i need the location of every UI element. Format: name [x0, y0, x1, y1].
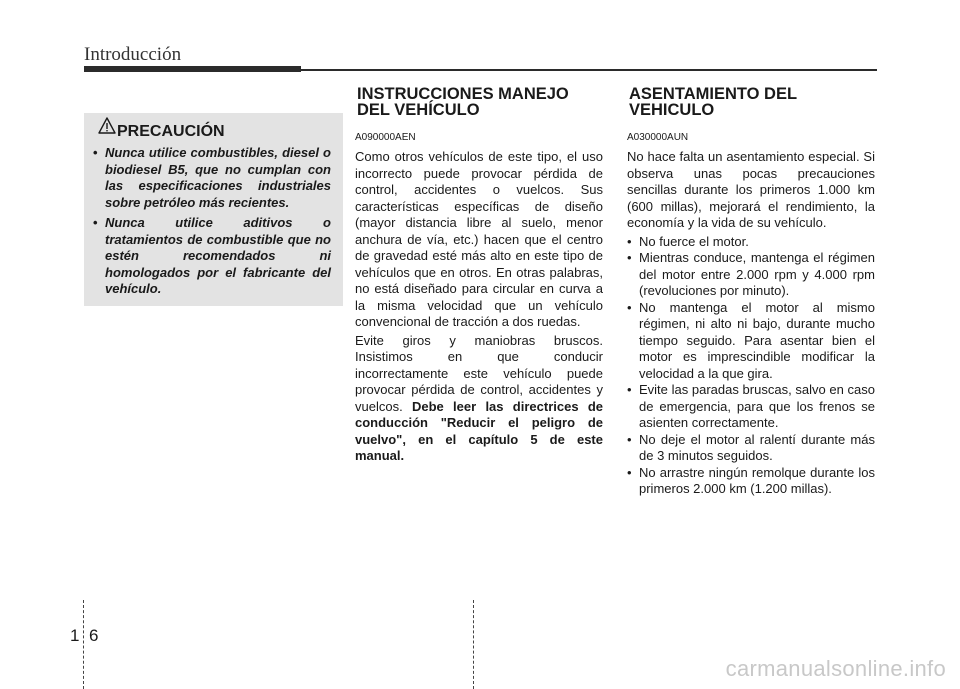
caution-title: PRECAUCIÓN: [117, 123, 225, 140]
chapter-number: 1: [70, 626, 80, 645]
section-code: A090000AEN: [355, 132, 416, 143]
paragraph: No hace falta un asentamiento especial. Si observa unas pocas precauciones sencillas durante los primeros 1.000 km (600 millas), mejorará el rendimiento, la economía y la vida de su vehículo.: [627, 149, 875, 230]
paragraph: Como otros vehículos de este tipo, el uso incorrecto puede provocar pérdida de control, accidentes o vuelcos. Sus características específicas de diseño (mayor distancia libre al suelo, menor anchura de vía, etc.) hacen que el centro de gravedad esté más alto en este tipo de vehículos que en otros. En otras palabras, no está diseñado para circular en curva a la misma velocidad que un vehículo convencional de tracción a dos ruedas.: [355, 149, 603, 329]
paragraph-bold-text: Debe leer las directrices de conducción "Reducir el peligro de vuelvo", en el capítulo 5 de este manual.: [355, 398, 603, 463]
watermark: carmanualsonline.info: [725, 656, 946, 681]
caution-item: • Nunca utilice combustibles, diesel o biodiesel B5, que no cumplan con las especificaciones industriales sobre petróleo más recientes.: [91, 145, 331, 211]
section-title-driving: INSTRUCCIONES MANEJO DEL VEHÍCULO: [357, 85, 569, 119]
page-number: 6: [89, 626, 99, 645]
list-item: • No deje el motor al ralentí durante más de 3 minutos seguidos.: [627, 432, 875, 465]
break-in-section: [627, 86, 875, 498]
warning-triangle-icon: [98, 117, 116, 134]
header-rule-thick: [84, 66, 301, 72]
footer-crop-line-left: [83, 600, 84, 689]
section-title-break-in: ASENTAMIENTO DEL VEHICULO: [629, 85, 797, 119]
caution-list: [91, 145, 331, 302]
list-item: • No mantenga el motor al mismo régimen, ni alto ni bajo, durante mucho tiempo seguido. Para asentar bien el motor es imprescindible modificar la velocidad a la que gira.: [627, 300, 875, 383]
header-rule-thin: [301, 69, 877, 71]
section-code: A030000AUN: [627, 132, 689, 143]
footer-crop-line-mid: [473, 600, 474, 689]
list-item: • No arrastre ningún remolque durante los primeros 2.000 km (1.200 millas).: [627, 465, 875, 498]
list-item: • Evite las paradas bruscas, salvo en caso de emergencia, para que los frenos se asienten correctamente.: [627, 382, 875, 432]
list-item: • Mientras conduce, mantenga el régimen del motor entre 2.000 rpm y 4.000 rpm (revoluciones por minuto).: [627, 250, 875, 300]
page-header-title: Introducción: [84, 44, 182, 65]
break-in-list: [627, 234, 875, 498]
caution-item: • Nunca utilice aditivos o tratamientos de combustible que no estén recomendados ni homologados por el fabricante del vehículo.: [91, 215, 331, 298]
paragraph: [355, 333, 603, 465]
list-item: • No fuerce el motor.: [627, 234, 875, 251]
driving-instructions-section: [355, 86, 603, 467]
paragraph-text: Evite giros y maniobras bruscos. Insistimos en que conducir incorrectamente este vehículo puede provocar pérdida de control, accidentes y vuelcos.: [355, 332, 603, 414]
